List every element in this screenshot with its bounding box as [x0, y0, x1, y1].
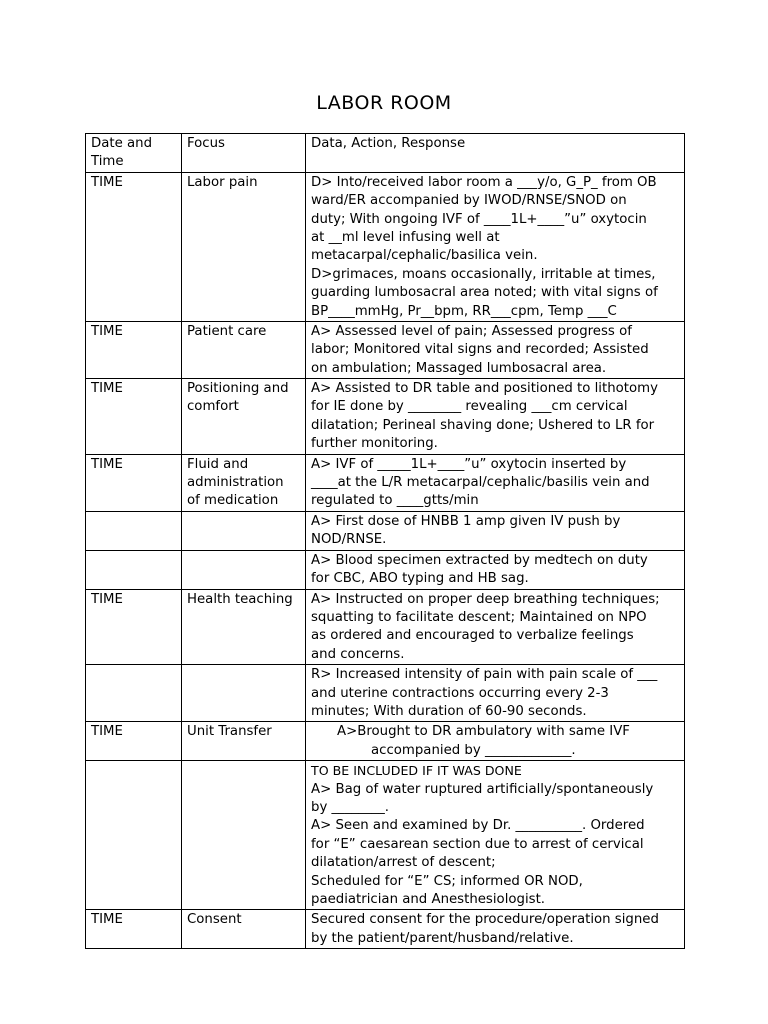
dar-line: ____at the L/R metacarpal/cephalic/basilis vein and	[311, 475, 650, 491]
row-time	[86, 761, 182, 910]
row-focus	[182, 511, 306, 550]
row-focus	[182, 665, 306, 722]
dar-line: guarding lumbosacral area noted; with vital signs of	[311, 285, 658, 301]
row-time: TIME	[86, 454, 182, 511]
table-row	[86, 589, 685, 665]
dar-line: regulated to ____gtts/min	[311, 493, 479, 509]
dar-line: for IE done by ________ revealing ___cm cervical	[311, 399, 628, 415]
header-date-time: Date and Time	[86, 134, 182, 173]
table-row	[86, 172, 685, 321]
dar-line: Secured consent for the procedure/operation signed	[311, 912, 659, 928]
dar-line: D>grimaces, moans occasionally, irritable at times,	[311, 266, 656, 282]
dar-line: A> Assessed level of pain; Assessed progress of	[311, 323, 632, 339]
table-row	[86, 665, 685, 722]
dar-line: A>Brought to DR ambulatory with same IVF	[337, 724, 630, 740]
row-time	[86, 511, 182, 550]
dar-line: A> Instructed on proper deep breathing techniques;	[311, 591, 660, 607]
dar-line: squatting to facilitate descent; Maintained on NPO	[311, 609, 647, 625]
dar-line: A> Blood specimen extracted by medtech on duty	[311, 552, 648, 568]
table-row	[86, 454, 685, 511]
row-focus: Patient care	[182, 321, 306, 378]
dar-line: R> Increased intensity of pain with pain scale of ___	[311, 667, 658, 683]
dar-line: minutes; With duration of 60-90 seconds.	[311, 703, 587, 719]
row-dar	[306, 321, 685, 378]
header-dar: Data, Action, Response	[306, 134, 685, 173]
dar-line: A> Assisted to DR table and positioned to lithotomy	[311, 381, 658, 397]
row-focus	[182, 550, 306, 589]
dar-line: A> Seen and examined by Dr. __________. Ordered	[311, 818, 645, 834]
row-dar	[306, 379, 685, 455]
row-dar	[306, 511, 685, 550]
row-focus: Labor pain	[182, 172, 306, 321]
dar-line: A> IVF of _____1L+____”u” oxytocin inserted by	[311, 456, 627, 472]
row-time: TIME	[86, 321, 182, 378]
row-focus	[182, 761, 306, 910]
row-focus: Positioning and comfort	[182, 379, 306, 455]
row-time	[86, 665, 182, 722]
row-focus: Health teaching	[182, 589, 306, 665]
dar-line: for CBC, ABO typing and HB sag.	[311, 571, 529, 587]
row-dar	[306, 172, 685, 321]
page-title: LABOR ROOM	[316, 92, 452, 114]
dar-line: labor; Monitored vital signs and recorded; Assisted	[311, 342, 649, 358]
dar-line: further monitoring.	[311, 436, 438, 452]
row-time: TIME	[86, 172, 182, 321]
dar-line: dilatation; Perineal shaving done; Ushered to LR for	[311, 417, 655, 433]
row-dar	[306, 589, 685, 665]
row-dar	[306, 722, 685, 761]
row-focus: Fluid and administration of medication	[182, 454, 306, 511]
row-time: TIME	[86, 722, 182, 761]
dar-line: dilatation/arrest of descent;	[311, 855, 496, 871]
row-time: TIME	[86, 910, 182, 949]
table-row	[86, 761, 685, 910]
dar-line: metacarpal/cephalic/basilica vein.	[311, 248, 538, 264]
dar-line: paediatrician and Anesthesiologist.	[311, 892, 546, 907]
table-row	[86, 511, 685, 550]
dar-line: BP____mmHg, Pr__bpm, RR___cpm, Temp ___C	[311, 303, 617, 319]
row-focus: Unit Transfer	[182, 722, 306, 761]
dar-line: at __ml level infusing well at	[311, 230, 500, 246]
table-header-row	[86, 134, 685, 173]
dar-line: A> First dose of HNBB 1 amp given IV push by	[311, 513, 621, 529]
dar-line: for “E” caesarean section due to arrest of cervical	[311, 836, 644, 852]
dar-line: and concerns.	[311, 646, 405, 662]
table-row	[86, 321, 685, 378]
table-row	[86, 910, 685, 949]
dar-line: accompanied by _____________.	[371, 742, 576, 758]
dar-line: ward/ER accompanied by IWOD/RNSE/SNOD on	[311, 193, 627, 209]
table-row	[86, 379, 685, 455]
dar-line: duty; With ongoing IVF of ____1L+____”u” oxytocin	[311, 211, 647, 227]
dar-line: and uterine contractions occurring every 2-3	[311, 685, 609, 701]
dar-line: A> Bag of water ruptured artificially/spontaneously	[311, 781, 654, 797]
dar-line: by the patient/parent/husband/relative.	[311, 930, 574, 946]
dar-line: Scheduled for “E” CS; informed OR NOD,	[311, 873, 583, 889]
nursing-notes-table	[85, 133, 685, 949]
row-dar	[306, 550, 685, 589]
row-dar	[306, 665, 685, 722]
row-dar	[306, 761, 685, 910]
dar-line: on ambulation; Massaged lumbosacral area.	[311, 360, 607, 376]
dar-line: by ________.	[311, 799, 389, 815]
row-time: TIME	[86, 589, 182, 665]
dar-line: D> Into/received labor room a ___y/o, G_P_ from OB	[311, 174, 657, 190]
dar-line: TO BE INCLUDED IF IT WAS DONE	[311, 763, 522, 779]
row-time	[86, 550, 182, 589]
header-focus: Focus	[182, 134, 306, 173]
row-focus: Consent	[182, 910, 306, 949]
row-time: TIME	[86, 379, 182, 455]
dar-line: NOD/RNSE.	[311, 532, 387, 548]
dar-line: as ordered and encouraged to verbalize feelings	[311, 628, 634, 644]
row-dar	[306, 454, 685, 511]
row-dar	[306, 910, 685, 949]
table-row	[86, 722, 685, 761]
table-row	[86, 550, 685, 589]
